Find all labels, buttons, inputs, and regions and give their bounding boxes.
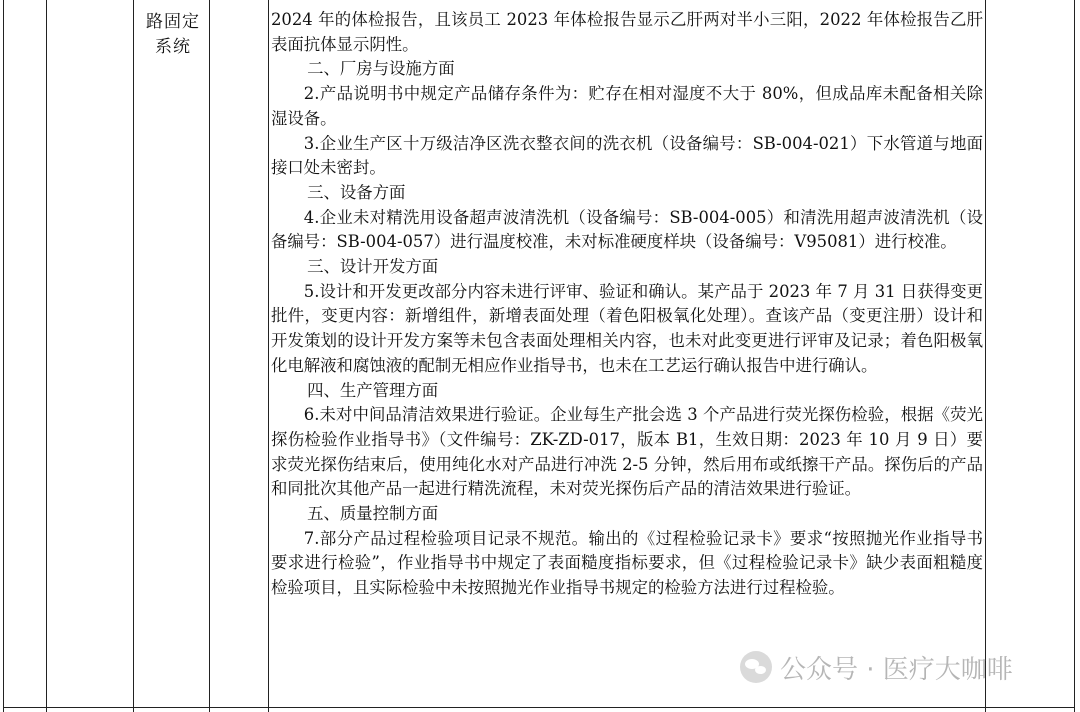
finding-paragraph: 7.部分产品过程检验项目记录不规范。输出的《过程检验记录卡》要求“按照抛光作业指导书要求进行检验”，作业指导书中规定了表面糙度指标要求，但《过程检验记录卡》缺少表面粗糙度检验项目，且实际检验中未按照抛光作业指导书规定的检验方法进行过程检验。: [271, 528, 983, 598]
finding-paragraph: 5.设计和开发更改部分内容未进行评审、验证和确认。某产品于 2023 年 7 月 31 日获得变更批件，变更内容：新增组件，新增表面处理（着色阳极氧化处理）。查该产品（变更注册）设计和开发策划的设计开发方案等未包含表面处理相关内容，也未对此变更进行评审及记录；着色阳极氧化电解液和腐蚀液的配制无相应作业指导书，也未在工艺运行确认报告中进行确认。: [271, 281, 983, 375]
table-cell-location: 路固定系统: [146, 12, 200, 57]
table-column-divider: [133, 0, 134, 712]
table-column-divider: [209, 0, 210, 712]
table-cell-findings: [271, 8, 983, 706]
table-border-left: [3, 0, 4, 712]
section-heading: 五、质量控制方面: [307, 504, 439, 524]
finding-paragraph: 2024 年的体检报告，且该员工 2023 年体检报告显示乙肝两对半小三阳，2022 年体检报告乙肝表面抗体显示阴性。: [271, 10, 983, 54]
table-border-right: [1074, 0, 1075, 712]
section-heading: 二、厂房与设施方面: [307, 59, 455, 79]
finding-paragraph: 2.产品说明书中规定产品储存条件为：贮存在相对湿度不大于 80%，但成品库未配备相关除湿设备。: [271, 84, 983, 128]
table-column-divider: [268, 0, 269, 712]
table-bottom-border: [3, 707, 1075, 708]
section-heading: 四、生产管理方面: [307, 380, 439, 400]
watermark-text: 公众号 · 医疗大咖啡: [780, 654, 1013, 685]
finding-paragraph: 6.未对中间品清洁效果进行验证。企业每生产批会选 3 个产品进行荧光探伤检验，根据《荧光探伤检验作业指导书》（文件编号：ZK-ZD-017，版本 B1，生效日期：2023 年 10 月 9 日）要求荧光探伤结束后，使用纯化水对产品进行冲洗 2-5 分钟，然后用布或纸擦干产品。探伤后的产品和同批次其他产品一起进行精洗流程，未对荧光探伤后产品的清洁效果进行验证。: [271, 405, 983, 499]
section-heading: 三、设备方面: [307, 182, 406, 202]
table-column-divider: [46, 0, 47, 712]
finding-paragraph: 3.企业生产区十万级洁净区洗衣整衣间的洗衣机（设备编号：SB-004-021）下水管道与地面接口处未密封。: [271, 133, 983, 178]
table-column-divider: [985, 0, 986, 712]
finding-paragraph: 4.企业未对精洗用设备超声波清洗机（设备编号：SB-004-005）和清洗用超声波清洗机（设备编号：SB-004-057）进行温度校准，未对标准硬度样块（设备编号：V95081）进行校准。: [271, 207, 983, 252]
section-heading: 三、设计开发方面: [307, 257, 439, 277]
